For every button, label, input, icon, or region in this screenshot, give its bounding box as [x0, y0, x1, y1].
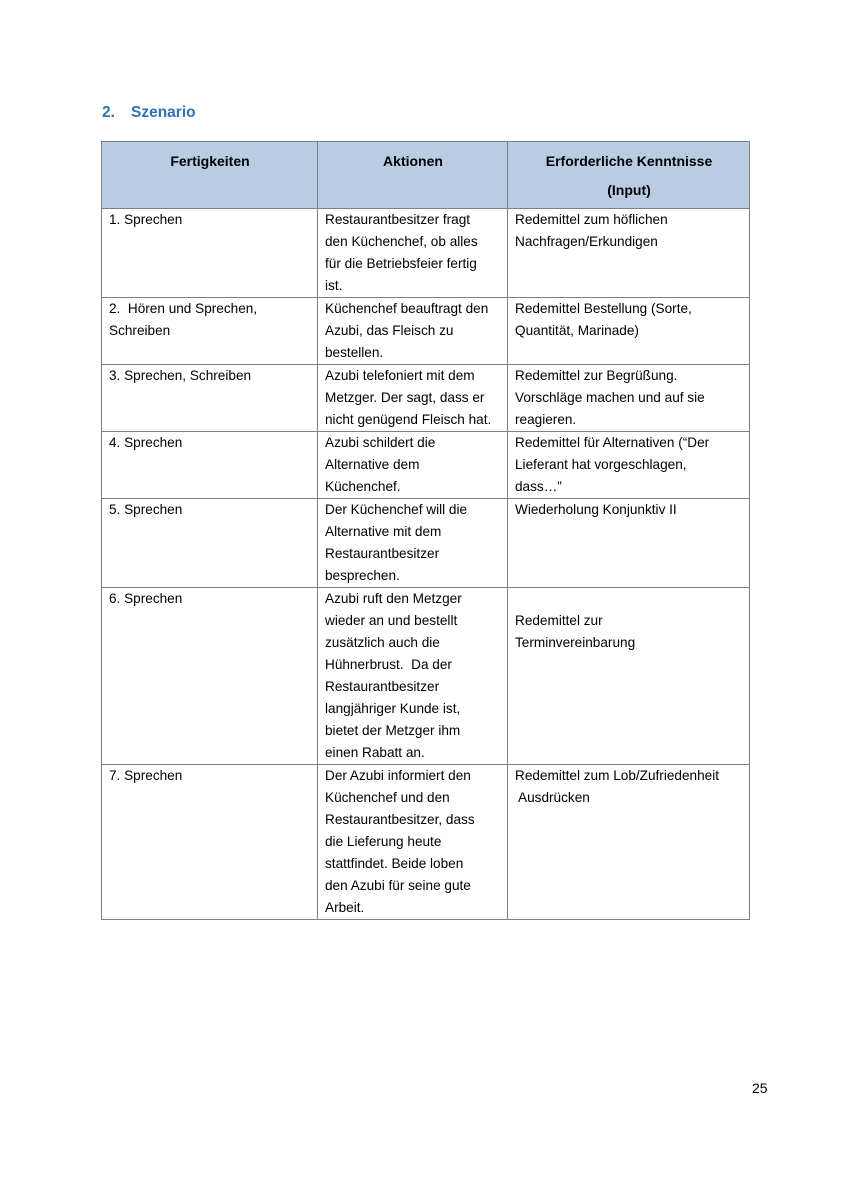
cell-aktionen-line: Der Küchenchef will die [325, 502, 468, 517]
cell-kenntnisse-line: Nachfragen/Erkundigen [515, 234, 658, 249]
cell-fertigkeiten-line: 6. Sprechen [109, 591, 183, 606]
cell-aktionen-line: wieder an und bestellt [325, 613, 458, 628]
cell-kenntnisse-line: Redemittel zum höflichen [515, 212, 668, 227]
cell-fertigkeiten-line: Schreiben [109, 323, 171, 338]
section-title: Szenario [131, 104, 196, 121]
cell-aktionen-line: Alternative mit dem [325, 524, 442, 539]
cell-aktionen-line: Alternative dem [325, 457, 420, 472]
cell-kenntnisse-line: Redemittel für Alternativen (“Der [515, 435, 710, 450]
cell-aktionen-line: stattfindet. Beide loben [325, 856, 464, 871]
cell-fertigkeiten-line: 3. Sprechen, Schreiben [109, 368, 252, 383]
cell-aktionen-line: Restaurantbesitzer, dass [325, 812, 475, 827]
table-row [102, 588, 750, 765]
cell-aktionen-line: Restaurantbesitzer [325, 679, 440, 694]
cell-aktionen-line: nicht genügend Fleisch hat. [325, 412, 492, 427]
header-aktionen [318, 142, 508, 209]
cell-kenntnisse-line: Ausdrücken [515, 790, 590, 805]
cell-aktionen-line: bietet der Metzger ihm [325, 723, 461, 738]
table-row [102, 298, 750, 365]
header-fertigkeiten [102, 142, 318, 209]
cell-fertigkeiten-line: 7. Sprechen [109, 768, 183, 783]
cell-kenntnisse [508, 432, 750, 499]
cell-aktionen-line: für die Betriebsfeier fertig [325, 256, 477, 271]
cell-aktionen [318, 298, 508, 365]
table-row [102, 499, 750, 588]
scenario-table [101, 141, 750, 920]
cell-aktionen-line: Restaurantbesitzer fragt [325, 212, 471, 227]
table-header-row [102, 142, 750, 209]
section-number: 2. [102, 104, 115, 121]
cell-aktionen [318, 209, 508, 298]
cell-aktionen-line: Arbeit. [325, 900, 365, 915]
cell-aktionen-line: zusätzlich auch die [325, 635, 440, 650]
cell-kenntnisse-line: Lieferant hat vorgeschlagen, [515, 457, 687, 472]
cell-aktionen [318, 765, 508, 920]
cell-aktionen-line: Küchenchef. [325, 479, 401, 494]
cell-aktionen-line: den Azubi für seine gute [325, 878, 471, 893]
cell-aktionen-line: langjähriger Kunde ist, [325, 701, 461, 716]
header-line: Fertigkeiten [170, 153, 250, 169]
cell-kenntnisse-line: Vorschläge machen und auf sie [515, 390, 705, 405]
cell-kenntnisse-line: Quantität, Marinade) [515, 323, 639, 338]
cell-fertigkeiten [102, 209, 318, 298]
table-row [102, 209, 750, 298]
header-line: (Input) [607, 182, 651, 198]
header-line: Aktionen [383, 153, 443, 169]
cell-kenntnisse [508, 499, 750, 588]
cell-aktionen [318, 365, 508, 432]
table-row [102, 432, 750, 499]
cell-fertigkeiten [102, 298, 318, 365]
cell-aktionen-line: den Küchenchef, ob alles [325, 234, 478, 249]
cell-kenntnisse [508, 209, 750, 298]
cell-fertigkeiten-line: 5. Sprechen [109, 502, 183, 517]
cell-aktionen [318, 588, 508, 765]
cell-aktionen-line: Azubi ruft den Metzger [325, 591, 462, 606]
cell-aktionen-line: ist. [325, 278, 343, 293]
cell-kenntnisse-line: dass…” [515, 479, 562, 494]
cell-aktionen-line: bestellen. [325, 345, 384, 360]
cell-aktionen-line: Azubi telefoniert mit dem [325, 368, 475, 383]
cell-aktionen-line: Restaurantbesitzer [325, 546, 440, 561]
section-heading [102, 102, 196, 124]
cell-aktionen-line: Küchenchef und den [325, 790, 450, 805]
cell-fertigkeiten [102, 499, 318, 588]
cell-aktionen-line: die Lieferung heute [325, 834, 442, 849]
cell-kenntnisse [508, 298, 750, 365]
cell-kenntnisse [508, 765, 750, 920]
cell-kenntnisse-line: Wiederholung Konjunktiv II [515, 502, 677, 517]
cell-kenntnisse-line: Redemittel zum Lob/Zufriedenheit [515, 768, 720, 783]
cell-fertigkeiten-line: 4. Sprechen [109, 435, 183, 450]
cell-aktionen-line: besprechen. [325, 568, 400, 583]
header-line: Erforderliche Kenntnisse [545, 153, 713, 169]
header-kenntnisse [508, 142, 750, 209]
cell-aktionen-line: Der Azubi informiert den [325, 768, 471, 783]
cell-kenntnisse-line: Redemittel Bestellung (Sorte, [515, 301, 692, 316]
cell-aktionen-line: Azubi schildert die [325, 435, 436, 450]
cell-aktionen [318, 432, 508, 499]
cell-fertigkeiten [102, 365, 318, 432]
page-number: 25 [752, 1080, 768, 1096]
cell-aktionen [318, 499, 508, 588]
table-row [102, 365, 750, 432]
cell-kenntnisse-line: reagieren. [515, 412, 577, 427]
cell-fertigkeiten [102, 588, 318, 765]
cell-kenntnisse [508, 365, 750, 432]
table-row [102, 765, 750, 920]
cell-kenntnisse [508, 588, 750, 765]
cell-aktionen-line: Hühnerbrust. Da der [325, 657, 452, 672]
cell-fertigkeiten-line: 1. Sprechen [109, 212, 183, 227]
cell-kenntnisse-line [515, 588, 743, 610]
cell-fertigkeiten [102, 765, 318, 920]
cell-aktionen-line: Metzger. Der sagt, dass er [325, 390, 485, 405]
cell-kenntnisse-line: Terminvereinbarung [515, 635, 636, 650]
cell-kenntnisse-line: Redemittel zur [515, 613, 603, 628]
cell-aktionen-line: Azubi, das Fleisch zu [325, 323, 454, 338]
cell-fertigkeiten-line: 2. Hören und Sprechen, [109, 301, 258, 316]
cell-fertigkeiten [102, 432, 318, 499]
cell-kenntnisse-line: Redemittel zur Begrüßung. [515, 368, 678, 383]
cell-aktionen-line: Küchenchef beauftragt den [325, 301, 489, 316]
cell-aktionen-line: einen Rabatt an. [325, 745, 425, 760]
